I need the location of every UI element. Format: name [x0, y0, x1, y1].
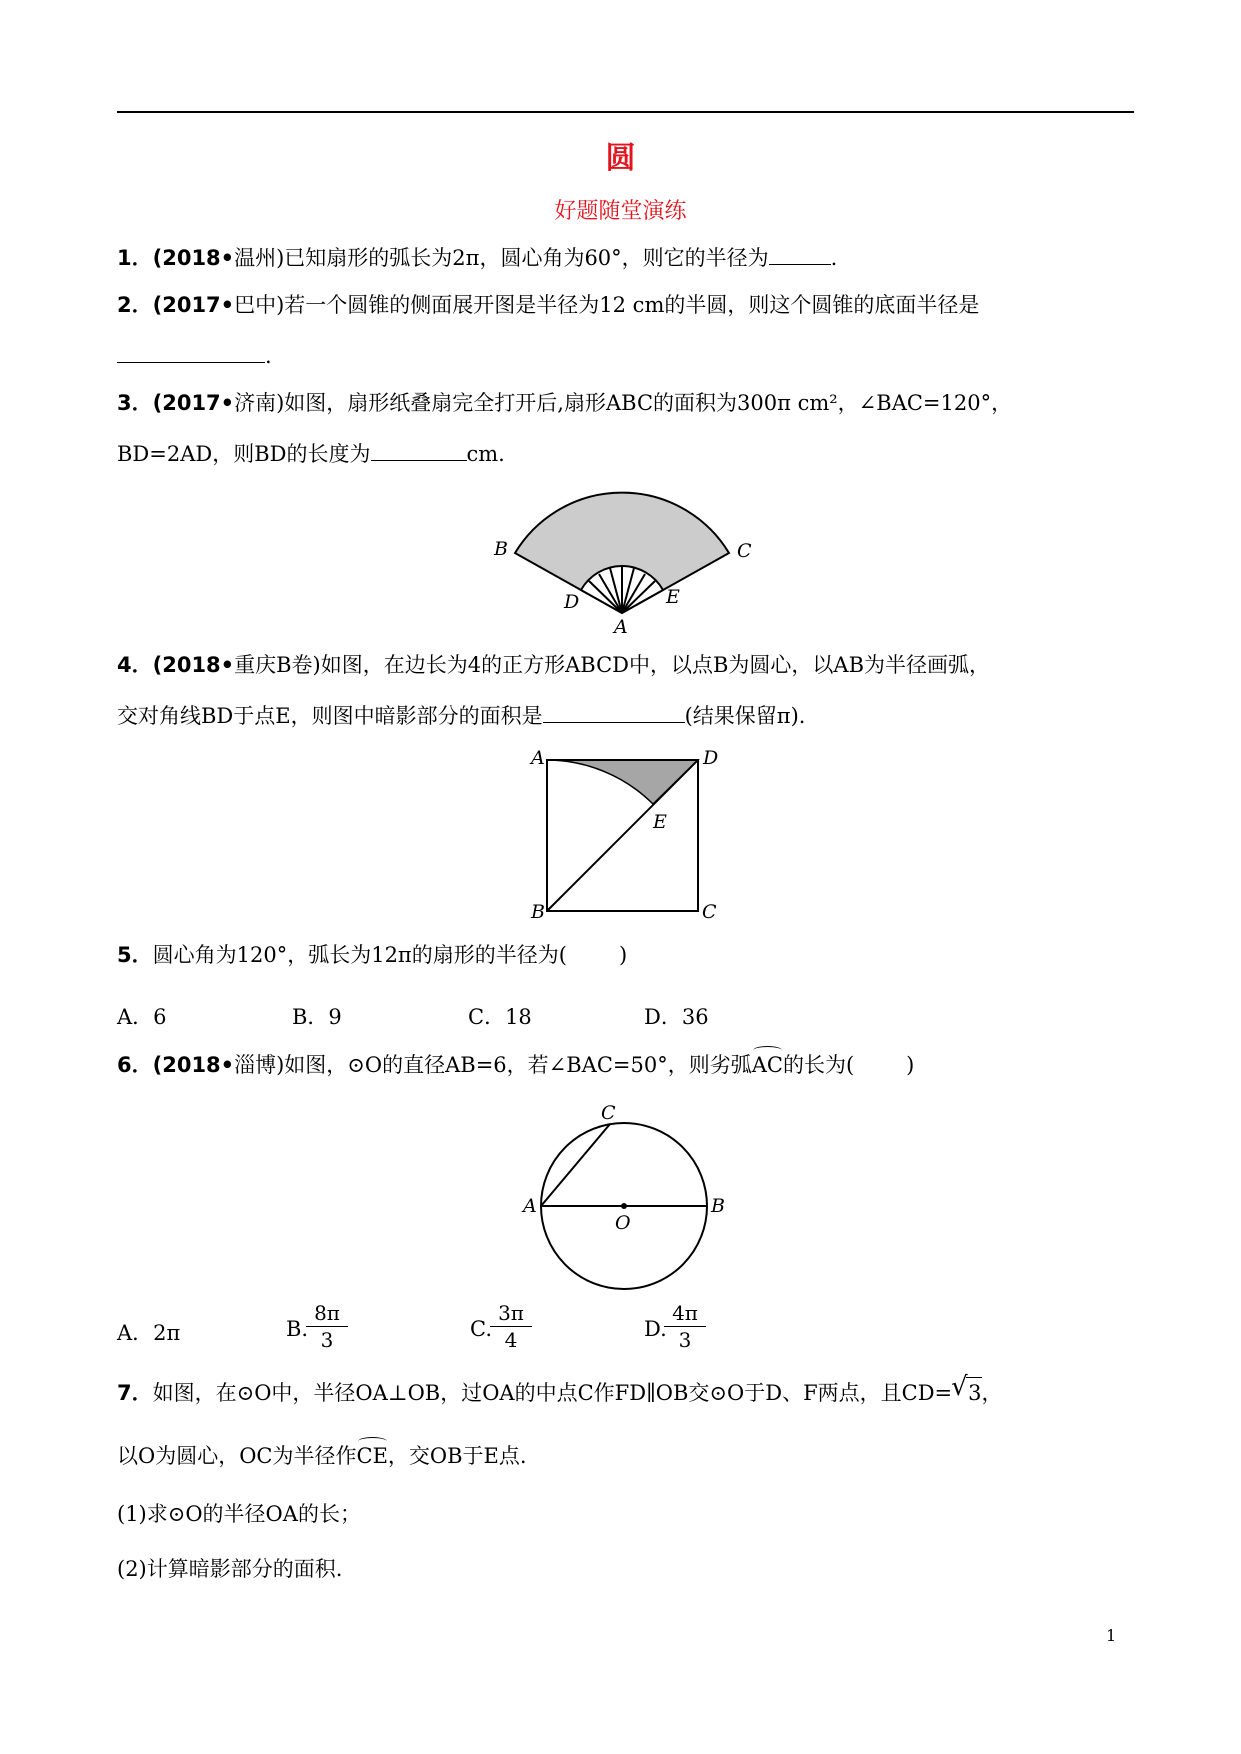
figure-3-label-a: A [614, 616, 628, 638]
question-5-option-a[interactable]: A．6 [117, 1005, 167, 1029]
question-5-end: ) [618, 943, 628, 967]
question-7-sqrt: √ 3 [966, 1377, 981, 1408]
question-6 [117, 1050, 914, 1080]
figure-4-label-b: B [531, 901, 545, 923]
question-6-option-b-denominator: 3 [320, 1328, 334, 1352]
figure-6-label-a: A [523, 1195, 537, 1217]
question-3-number: 3． [117, 391, 153, 415]
page-number: 1 [1106, 1626, 1117, 1645]
question-7 [117, 1377, 1003, 1408]
question-7-sub-2: (2)计算暗影部分的面积. [117, 1557, 343, 1581]
page-title: 圆 [605, 141, 636, 176]
figure-4-label-a: A [531, 748, 545, 769]
question-3-line-2 [117, 438, 505, 469]
question-6-option-d-numerator: 4π [664, 1300, 706, 1327]
question-4-line-2 [117, 700, 805, 731]
question-7-text-1: 如图，在⊙O中，半径OA⊥OB，过OA的中点C作FD∥OB交⊙O于D、F两点，且CD= [152, 1381, 953, 1405]
question-7-comma: ， [981, 1381, 1003, 1405]
header-rule [117, 111, 1134, 113]
figure-3-label-e: E [666, 586, 680, 608]
question-5 [117, 940, 627, 970]
question-7-text-2b: ，交OB于E点. [387, 1444, 527, 1468]
figure-6-label-b: B [711, 1195, 725, 1217]
section-subtitle: 好题随堂演练 [554, 199, 687, 224]
figure-4-label-d: D [703, 748, 719, 769]
question-5-text: 圆心角为120°，弧长为12π的扇形的半径为( [152, 943, 567, 967]
question-4-end: (结果保留π). [684, 704, 806, 728]
question-6-option-c-fraction[interactable] [490, 1300, 532, 1353]
question-4-blank[interactable] [543, 700, 685, 723]
question-6-tail: 的长为( [782, 1053, 855, 1077]
question-6-option-b-numerator: 8π [306, 1300, 348, 1327]
question-5-option-c[interactable]: C．18 [468, 1005, 532, 1029]
question-3-text-1: 济南)如图，扇形纸叠扇完全打开后,扇形ABC的面积为300π cm²，∠BAC=120°， [234, 391, 1013, 415]
question-3-end: cm. [466, 442, 505, 466]
figure-3-fan [480, 488, 770, 638]
question-5-option-b[interactable]: B．9 [292, 1005, 342, 1029]
question-6-option-c-denominator: 4 [504, 1328, 518, 1352]
question-6-option-a[interactable]: A．2π [117, 1321, 181, 1345]
figure-3-label-b: B [494, 538, 508, 560]
question-7-arc-ce: CE [357, 1441, 388, 1471]
question-2-number: 2． [117, 293, 153, 317]
figure-4-diagonal-bd [547, 760, 698, 911]
question-1-text: 温州)已知扇形的弧长为2π，圆心角为60°，则它的半径为 [234, 246, 769, 270]
figure-3-label-d: D [564, 591, 580, 613]
question-2-line-2 [117, 340, 272, 371]
question-6-option-d-denominator: 3 [678, 1328, 692, 1352]
figure-6-center-point [621, 1203, 627, 1209]
question-6-number: 6． [117, 1053, 153, 1077]
question-6-option-c-prefix[interactable]: C. [470, 1317, 492, 1341]
figure-4-label-c: C [702, 901, 717, 923]
question-3-text-2: BD=2AD，则BD的长度为 [117, 442, 371, 466]
question-6-text: 淄博)如图，⊙O的直径AB=6，若∠BAC=50°，则劣弧 [234, 1053, 752, 1077]
question-2-end: . [265, 344, 272, 368]
question-1-blank[interactable] [769, 242, 831, 265]
question-3-source: (2017• [152, 391, 235, 415]
question-4-text-2: 交对角线BD于点E，则图中暗影部分的面积是 [117, 704, 543, 728]
question-6-option-b-prefix[interactable]: B. [286, 1317, 309, 1341]
question-1-number: 1． [117, 246, 153, 270]
question-7-line-2 [117, 1441, 527, 1471]
question-6-end: ) [906, 1053, 915, 1077]
question-4-text-1: 重庆B卷)如图，在边长为4的正方形ABCD中，以点B为圆心，以AB为半径画弧， [234, 653, 990, 677]
question-2-text: 巴中)若一个圆锥的侧面展开图是半径为12 cm的半圆，则这个圆锥的底面半径是 [234, 293, 980, 317]
question-7-text-2a: 以O为圆心，OC为半径作 [117, 1444, 357, 1468]
question-6-option-c-numerator: 3π [490, 1300, 532, 1327]
question-2-source: (2017• [152, 293, 235, 317]
question-2-blank[interactable] [117, 340, 265, 363]
question-6-option-d-prefix[interactable]: D. [644, 1317, 667, 1341]
figure-6-label-c: C [601, 1102, 616, 1124]
question-1-source: (2018• [152, 246, 235, 270]
figure-4-square [525, 748, 725, 928]
figure-6-label-o: O [615, 1212, 631, 1234]
figure-6-circle [515, 1098, 735, 1292]
question-1 [117, 242, 837, 273]
question-5-number: 5． [117, 943, 153, 967]
figure-4-label-e: E [653, 811, 667, 833]
question-2 [117, 290, 979, 320]
question-1-end: . [830, 246, 838, 270]
question-6-source: (2018• [152, 1053, 235, 1077]
question-6-option-d-fraction[interactable] [664, 1300, 706, 1353]
question-4-number: 4． [117, 653, 153, 677]
question-4-source: (2018• [152, 653, 235, 677]
question-4 [117, 650, 990, 680]
question-6-arc-ac: AC [752, 1050, 783, 1080]
question-3-blank[interactable] [371, 438, 467, 461]
question-6-option-b-fraction[interactable] [306, 1300, 348, 1353]
question-7-sub-1: (1)求⊙O的半径OA的长； [117, 1502, 361, 1526]
question-3 [117, 388, 1012, 418]
question-5-option-d[interactable]: D．36 [644, 1005, 709, 1029]
figure-3-label-c: C [737, 540, 752, 562]
question-7-number: 7． [117, 1381, 153, 1405]
